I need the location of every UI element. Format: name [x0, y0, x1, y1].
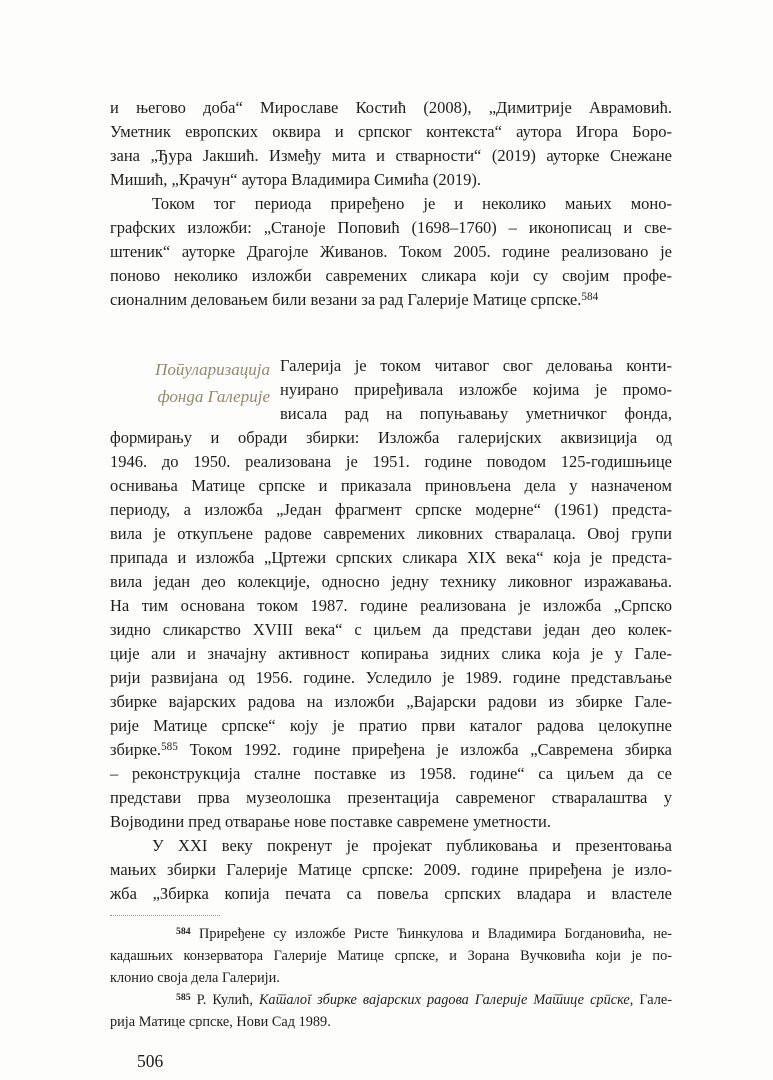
text-line: Мишић, „Крачун“ аутора Владимира Симића (2019).: [110, 170, 481, 189]
text-line: кадашњих конзерватора Галерије Матице српске, и Зорана Вучковића који је по-: [110, 948, 672, 964]
footnote-marker: 584: [581, 290, 599, 303]
text-line: припада и изложба „Цртежи српских сликара XIX века“ која је предста-: [110, 548, 672, 567]
text-line: клонио своја дела Галерији.: [110, 970, 280, 986]
text-line: ције али и значајну активност копирања зидних слика која је у Гале-: [110, 644, 672, 663]
text-line: поново неколико изложби савремених сликара који су својим профе-: [110, 266, 672, 285]
text-line: На тим основана током 1987. године реализована је изложба „Српско: [110, 596, 672, 615]
text-line: Војводини пред отварање нове поставке савремене уметности.: [110, 812, 551, 831]
text-line: $^{584}$ Приређене су изложбе Ристе Ћинкулова и Владимира Богдановића, не-: [176, 925, 672, 942]
text-line: $^{585}$ Р. Кулић, Каталог збирке вајарских радова Галерије Матице српске, Гале-: [176, 991, 672, 1008]
paragraph-monograph-exhibitions: [110, 192, 672, 312]
footnotes: [110, 923, 672, 1033]
text-line: формирању и обради збирки: Изложба галеријских аквизиција од: [110, 428, 672, 447]
text-line: Уметник европских оквира и српског контекста“ аутора Игора Боро-: [110, 122, 672, 141]
section-heading-line-2: фонда Галерије: [157, 387, 270, 406]
paragraph-continuation: [110, 96, 672, 192]
text-line: Галерија је током читавог свог деловања конти-: [280, 356, 672, 375]
text-line: графских изложби: „Станоје Поповић (1698–1760) – иконописац и све-: [110, 218, 672, 237]
text-line: рији развијана од 1956. године. Уследило је 1989. године представљање: [110, 668, 672, 687]
paragraph-gallery-fund-wrapped: [280, 354, 672, 426]
page-number: 506: [137, 1051, 164, 1071]
text-line: Током тог периода приређено је и неколико мањих моно-: [152, 194, 672, 213]
text-line: оснивања Матице српске и приказала приновљена дела у назначеном: [110, 476, 672, 495]
footnote-marker: 585: [176, 991, 191, 1003]
text-line: представи прва музеолошка презентација савременог стваралаштва у: [110, 788, 672, 807]
text-line: периоду, а изложба „Један фрагмент српске модерне“ (1961) предста-: [110, 500, 672, 519]
section-popularization: [110, 354, 672, 834]
text-line: рије Матице српске“ коју је пратио први каталог радова целокупне: [110, 716, 672, 735]
text-line: – реконструкција сталне поставке из 1958. године“ са циљем да се: [110, 764, 672, 783]
footnote-separator: [110, 915, 220, 916]
footnote-585: [110, 989, 672, 1033]
text-line: сионалним деловањем били везани за рад Галерије Матице српске.$^{584}$: [110, 290, 599, 309]
text-line: нуирано приређивала изложбе којима је промо-: [280, 380, 672, 399]
text-line: зидно сликарство XVIII века“ с циљем да представи један део колек-: [110, 620, 672, 639]
text-line: вила је откупљене радове савремених ликовних стваралаца. Овој групи: [110, 524, 672, 543]
text-line: рија Матице српске, Нови Сад 1989.: [110, 1014, 331, 1030]
text-line: висала рад на попуњавању уметничког фонда,: [280, 404, 672, 423]
text-line: мањих збирки Галерије Матице српске: 2009. године приређена је изло-: [110, 860, 672, 879]
footnote-584: [110, 923, 672, 989]
paragraph-gallery-fund-full: [110, 426, 672, 834]
text-line: зана „Ђура Јакшић. Између мита и стварности“ (2019) ауторке Снежане: [110, 146, 672, 165]
text-line: вила један део колекције, односно једну технику ликовног изражавања.: [110, 572, 672, 591]
text-line: штеник“ ауторке Драгојле Живанов. Током 2005. године реализовано је: [110, 242, 672, 261]
text-line: збирке.$^{585}$ Током 1992. године приређена је изложба „Савремена збирка: [110, 740, 672, 759]
text-line: 1946. до 1950. реализована је 1951. године поводом 125-годишњице: [110, 452, 672, 471]
section-heading: [130, 356, 270, 410]
section-heading-line-1: Популаризација: [155, 360, 270, 379]
footnote-marker: 585: [161, 740, 178, 753]
paragraph-21st-century-projects: [110, 834, 672, 906]
text-line: и његово доба“ Мирославе Костић (2008), „Димитрије Аврамовић.: [110, 98, 672, 117]
text-line: жба „Збирка копија печата са повеља српских владара и властеле: [110, 884, 672, 903]
footnote-marker: 584: [176, 925, 191, 937]
text-line: У XXI веку покренут је пројекат публиковања и презентовања: [152, 836, 672, 855]
text-line: збирке вајарских радова на изложби „Вајарски радови из збирке Гале-: [110, 692, 672, 711]
text-column: [110, 96, 672, 1072]
